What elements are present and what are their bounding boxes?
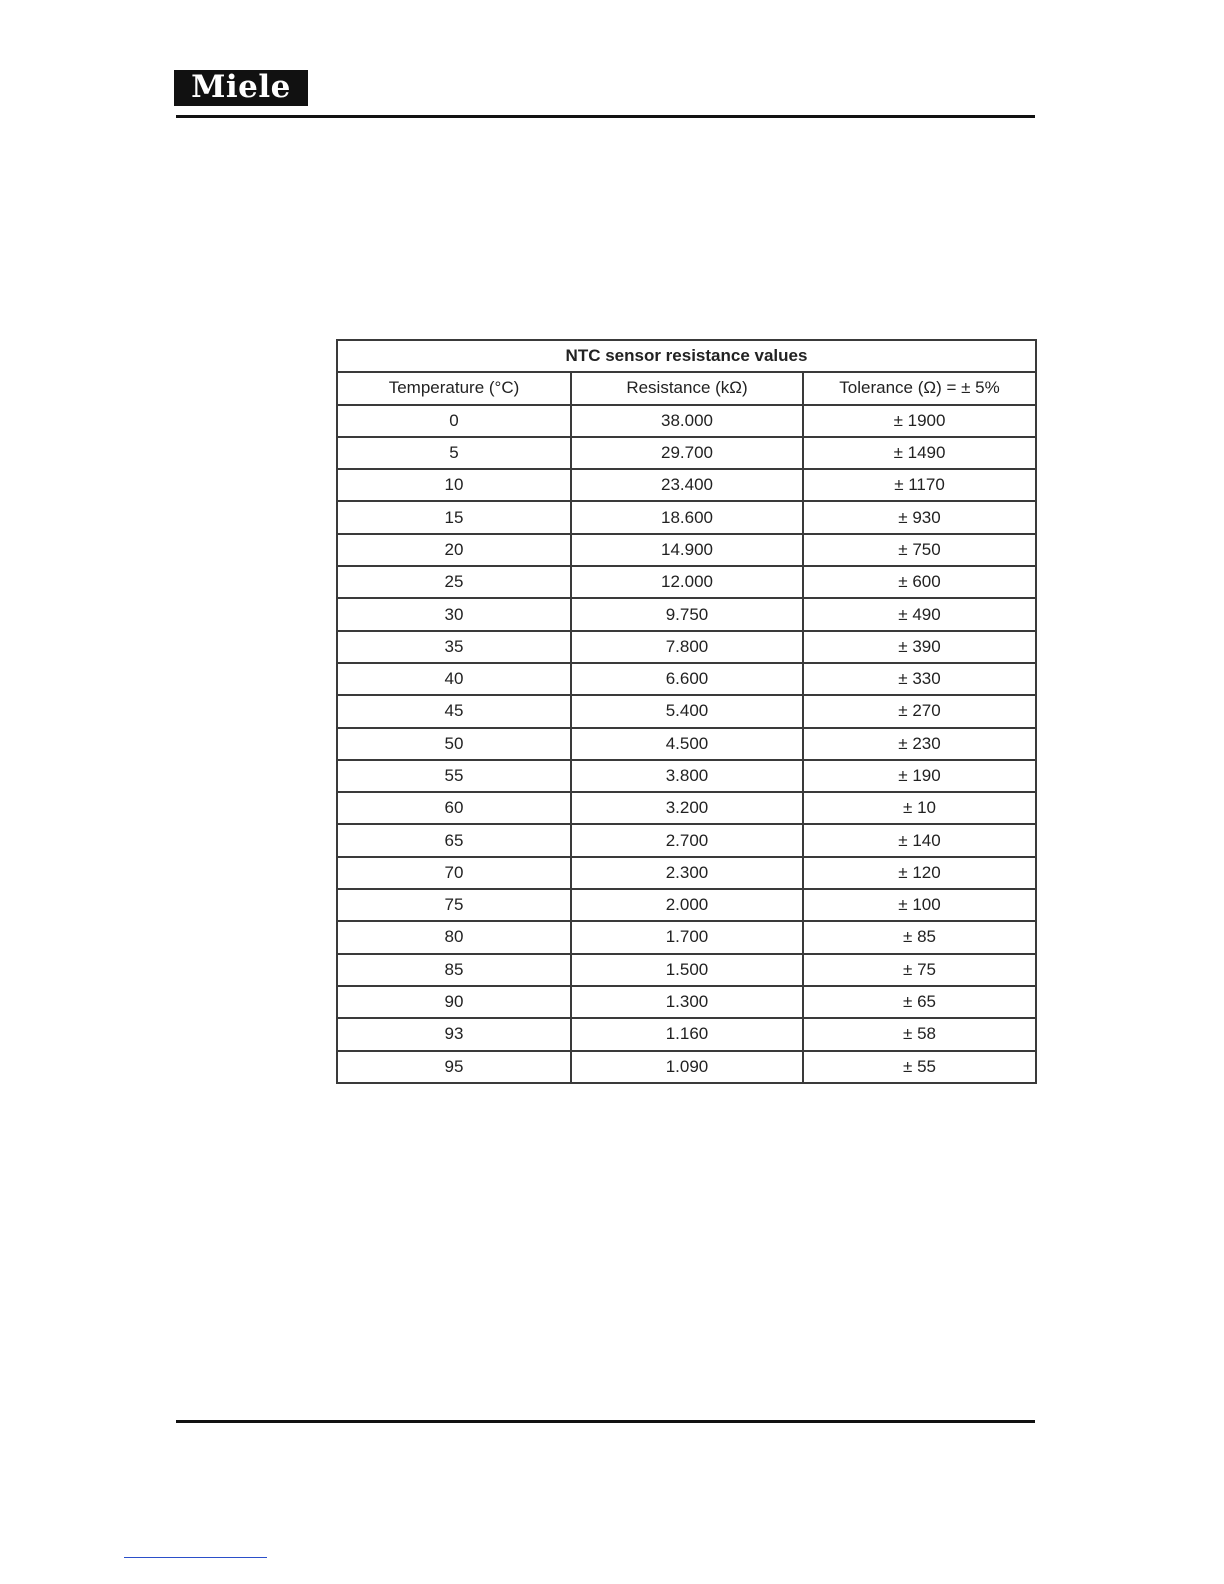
temperature-cell: 25 [337,566,571,598]
temperature-cell: 0 [337,405,571,437]
table-row [337,857,1036,889]
resistance-cell: 3.800 [571,760,803,792]
footer-link-underline[interactable] [124,1557,267,1558]
tolerance-cell: ± 100 [803,889,1036,921]
table-row [337,598,1036,630]
resistance-cell: 7.800 [571,631,803,663]
temperature-cell: 80 [337,921,571,953]
table-body [337,405,1036,1083]
resistance-cell: 6.600 [571,663,803,695]
footer-divider [176,1420,1035,1423]
resistance-cell: 2.700 [571,824,803,856]
resistance-cell: 23.400 [571,469,803,501]
table-row [337,728,1036,760]
resistance-cell: 14.900 [571,534,803,566]
resistance-cell: 3.200 [571,792,803,824]
tolerance-cell: ± 230 [803,728,1036,760]
tolerance-cell: ± 190 [803,760,1036,792]
tolerance-cell: ± 930 [803,501,1036,533]
table-row [337,631,1036,663]
temperature-cell: 55 [337,760,571,792]
temperature-cell: 85 [337,954,571,986]
tolerance-cell: ± 10 [803,792,1036,824]
column-header-tolerance: Tolerance (Ω) = ± 5% [803,372,1036,404]
table-row [337,921,1036,953]
temperature-cell: 75 [337,889,571,921]
temperature-cell: 65 [337,824,571,856]
resistance-cell: 1.160 [571,1018,803,1050]
resistance-cell: 38.000 [571,405,803,437]
table-row [337,566,1036,598]
table-row [337,954,1036,986]
column-header-resistance: Resistance (kΩ) [571,372,803,404]
resistance-cell: 2.000 [571,889,803,921]
temperature-cell: 30 [337,598,571,630]
logo-text: Miele [191,68,291,105]
tolerance-cell: ± 1490 [803,437,1036,469]
table-row [337,663,1036,695]
resistance-cell: 1.300 [571,986,803,1018]
table-row [337,501,1036,533]
temperature-cell: 70 [337,857,571,889]
ntc-resistance-table [336,339,1037,1084]
resistance-cell: 5.400 [571,695,803,727]
tolerance-cell: ± 750 [803,534,1036,566]
temperature-cell: 35 [337,631,571,663]
resistance-cell: 12.000 [571,566,803,598]
column-header-temperature: Temperature (°C) [337,372,571,404]
temperature-cell: 95 [337,1051,571,1083]
tolerance-cell: ± 600 [803,566,1036,598]
tolerance-cell: ± 75 [803,954,1036,986]
tolerance-cell: ± 140 [803,824,1036,856]
temperature-cell: 20 [337,534,571,566]
tolerance-cell: ± 270 [803,695,1036,727]
temperature-cell: 90 [337,986,571,1018]
temperature-cell: 45 [337,695,571,727]
resistance-cell: 1.090 [571,1051,803,1083]
resistance-cell: 9.750 [571,598,803,630]
miele-logo [174,70,308,106]
tolerance-cell: ± 1900 [803,405,1036,437]
table-row [337,405,1036,437]
temperature-cell: 15 [337,501,571,533]
table-title: NTC sensor resistance values [337,340,1036,372]
tolerance-cell: ± 85 [803,921,1036,953]
table-row [337,824,1036,856]
tolerance-cell: ± 330 [803,663,1036,695]
table-row [337,760,1036,792]
resistance-cell: 18.600 [571,501,803,533]
resistance-cell: 29.700 [571,437,803,469]
table-row [337,889,1036,921]
resistance-cell: 2.300 [571,857,803,889]
temperature-cell: 93 [337,1018,571,1050]
resistance-cell: 1.700 [571,921,803,953]
header-divider [176,115,1035,118]
table-row [337,437,1036,469]
temperature-cell: 60 [337,792,571,824]
tolerance-cell: ± 58 [803,1018,1036,1050]
table-row [337,534,1036,566]
tolerance-cell: ± 1170 [803,469,1036,501]
temperature-cell: 40 [337,663,571,695]
table-row [337,1051,1036,1083]
table-row [337,469,1036,501]
temperature-cell: 50 [337,728,571,760]
resistance-cell: 1.500 [571,954,803,986]
resistance-cell: 4.500 [571,728,803,760]
tolerance-cell: ± 390 [803,631,1036,663]
tolerance-cell: ± 55 [803,1051,1036,1083]
table-row [337,792,1036,824]
tolerance-cell: ± 65 [803,986,1036,1018]
temperature-cell: 5 [337,437,571,469]
temperature-cell: 10 [337,469,571,501]
tolerance-cell: ± 490 [803,598,1036,630]
table-row [337,695,1036,727]
tolerance-cell: ± 120 [803,857,1036,889]
table-row [337,986,1036,1018]
table-row [337,1018,1036,1050]
